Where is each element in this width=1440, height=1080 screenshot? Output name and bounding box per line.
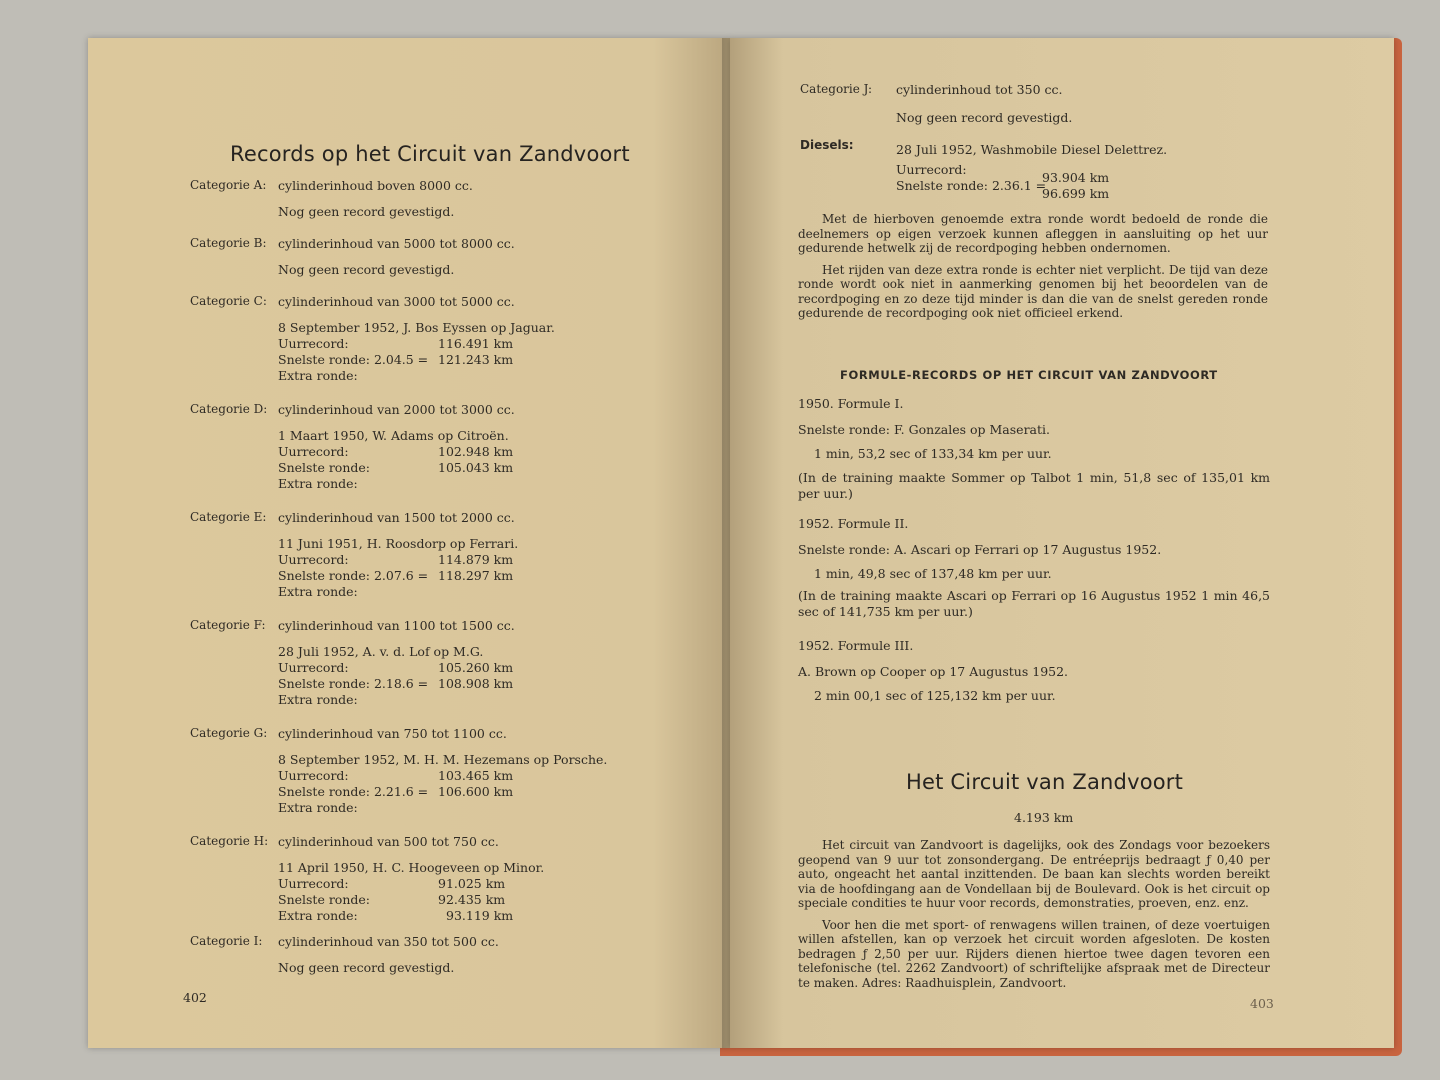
category-label: Categorie G:	[190, 726, 268, 740]
diesels-label: Diesels:	[800, 138, 854, 152]
snelste-label: Snelste ronde: 2.18.6 =	[278, 676, 429, 691]
category-desc: cylinderinhoud van 1100 tot 1500 cc.	[278, 618, 515, 633]
snelste-value: 121.243 km	[438, 352, 514, 367]
extra-label: Extra ronde:	[278, 908, 358, 923]
diesels-uurrecord-label: Uurrecord:	[896, 162, 967, 177]
formule-3-line: A. Brown op Cooper op 17 Augustus 1952.	[798, 664, 1069, 679]
formule-1-note: (In de training maakte Sommer op Talbot 1 min, 51,8 sec of 135,01 km per uur.)	[798, 470, 1270, 501]
category-record: 1 Maart 1950, W. Adams op Citroën.	[278, 428, 509, 443]
snelste-label: Snelste ronde: 2.04.5 =	[278, 352, 429, 367]
snelste-value: 108.908 km	[438, 676, 514, 691]
paragraph: Het circuit van Zandvoort is dagelijks, ook des Zondags voor bezoekers geopend van 9 uur tot zonsondergang. De entréeprijs bedraagt ƒ 0,40 per auto, ongeacht het aantal inzittenden. De baan kan slechts worden bereikt via de hoofdingang aan de Vondellaan bij de Boulevard. Ook is het circuit op speciale condities te huur voor records, demonstraties, proeven, enz. enz.	[798, 838, 1270, 910]
extra-label: Extra ronde:	[278, 692, 358, 707]
category-desc: cylinderinhoud van 500 tot 750 cc.	[278, 834, 499, 849]
category-label: Categorie D:	[190, 402, 268, 416]
snelste-value: 105.043 km	[438, 460, 514, 475]
snelste-label: Snelste ronde:	[278, 460, 370, 475]
circuit-info-text	[798, 838, 1270, 997]
diesels-snelste-value: 96.699 km	[1042, 186, 1110, 201]
category-note: Nog geen record gevestigd.	[278, 262, 455, 277]
category-desc: cylinderinhoud van 350 tot 500 cc.	[278, 934, 499, 949]
formule-3-time: 2 min 00,1 sec of 125,132 km per uur.	[814, 688, 1056, 703]
uurrecord-value: 91.025 km	[438, 876, 506, 891]
formule-1-line: Snelste ronde: F. Gonzales op Maserati.	[798, 422, 1050, 437]
diesels-uurrecord-value: 93.904 km	[1042, 170, 1110, 185]
circuit-title: Het Circuit van Zandvoort	[906, 770, 1184, 794]
extra-label: Extra ronde:	[278, 476, 358, 491]
uurrecord-label: Uurrecord:	[278, 876, 349, 891]
formule-heading: FORMULE-RECORDS OP HET CIRCUIT VAN ZANDVOORT	[840, 368, 1218, 382]
category-label: Categorie A:	[190, 178, 267, 192]
uurrecord-value: 114.879 km	[438, 552, 514, 567]
snelste-value: 92.435 km	[438, 892, 506, 907]
category-j-note: Nog geen record gevestigd.	[896, 110, 1073, 125]
extra-value: 93.119 km	[446, 908, 514, 923]
category-note: Nog geen record gevestigd.	[278, 960, 455, 975]
extra-label: Extra ronde:	[278, 368, 358, 383]
category-j-desc: cylinderinhoud tot 350 cc.	[896, 82, 1063, 97]
category-label: Categorie E:	[190, 510, 267, 524]
uurrecord-value: 116.491 km	[438, 336, 514, 351]
page-title: Records op het Circuit van Zandvoort	[230, 142, 630, 166]
category-desc: cylinderinhoud van 3000 tot 5000 cc.	[278, 294, 515, 309]
category-record: 11 April 1950, H. C. Hoogeveen op Minor.	[278, 860, 545, 875]
snelste-label: Snelste ronde: 2.07.6 =	[278, 568, 429, 583]
extra-label: Extra ronde:	[278, 584, 358, 599]
category-label: Categorie C:	[190, 294, 267, 308]
uurrecord-value: 103.465 km	[438, 768, 514, 783]
category-label: Categorie F:	[190, 618, 266, 632]
category-desc: cylinderinhoud van 5000 tot 8000 cc.	[278, 236, 515, 251]
paragraph: Met de hierboven genoemde extra ronde wordt bedoeld de ronde die deelnemers op eigen verzoek kunnen afleggen in aansluiting op het uur gedurende hetwelk zij de recordpoging hebben ondernomen.	[798, 212, 1268, 255]
uurrecord-value: 102.948 km	[438, 444, 514, 459]
extra-label: Extra ronde:	[278, 800, 358, 815]
formule-2-time: 1 min, 49,8 sec of 137,48 km per uur.	[814, 566, 1052, 581]
category-note: Nog geen record gevestigd.	[278, 204, 455, 219]
snelste-value: 106.600 km	[438, 784, 514, 799]
formule-2-head: 1952. Formule II.	[798, 516, 909, 531]
right-page	[730, 38, 1394, 1048]
category-j-label: Categorie J:	[800, 82, 873, 96]
uurrecord-label: Uurrecord:	[278, 336, 349, 351]
formule-1-head: 1950. Formule I.	[798, 396, 904, 411]
category-label: Categorie B:	[190, 236, 267, 250]
uurrecord-label: Uurrecord:	[278, 660, 349, 675]
paragraph: Het rijden van deze extra ronde is echter niet verplicht. De tijd van deze ronde wordt ook niet in aanmerking genomen bij het beoordelen van de recordpoging en zo deze tijd minder is dan die van de snelst gereden ronde gedurende de recordpoging ook niet officieel erkend.	[798, 262, 1268, 320]
category-record: 11 Juni 1951, H. Roosdorp op Ferrari.	[278, 536, 519, 551]
snelste-label: Snelste ronde: 2.21.6 =	[278, 784, 429, 799]
explanation-text	[798, 212, 1268, 328]
snelste-value: 118.297 km	[438, 568, 514, 583]
diesels-record: 28 Juli 1952, Washmobile Diesel Delettrez.	[896, 142, 1168, 157]
circuit-length: 4.193 km	[1014, 810, 1074, 825]
paragraph: Voor hen die met sport- of renwagens willen trainen, of deze voertuigen willen afstellen, kan op verzoek het circuit worden afgesloten. De kosten bedragen ƒ 2,50 per uur. Rijders dienen hiertoe twee dagen tevoren een telefonische (tel. 2262 Zandvoort) of schriftelijke afspraak met de Directeur te maken. Adres: Raadhuisplein, Zandvoort.	[798, 917, 1270, 990]
left-page	[88, 38, 730, 1048]
category-record: 8 September 1952, J. Bos Eyssen op Jaguar.	[278, 320, 555, 335]
category-label: Categorie H:	[190, 834, 269, 848]
category-record: 28 Juli 1952, A. v. d. Lof op M.G.	[278, 644, 484, 659]
snelste-label: Snelste ronde:	[278, 892, 370, 907]
category-desc: cylinderinhoud van 750 tot 1100 cc.	[278, 726, 507, 741]
uurrecord-value: 105.260 km	[438, 660, 514, 675]
uurrecord-label: Uurrecord:	[278, 768, 349, 783]
formule-2-note: (In de training maakte Ascari op Ferrari op 16 Augustus 1952 1 min 46,5 sec of 141,735 km per uur.)	[798, 588, 1270, 619]
category-desc: cylinderinhoud van 2000 tot 3000 cc.	[278, 402, 515, 417]
diesels-snelste-label: Snelste ronde: 2.36.1 =	[896, 178, 1047, 193]
category-desc: cylinderinhoud boven 8000 cc.	[278, 178, 473, 193]
uurrecord-label: Uurrecord:	[278, 444, 349, 459]
page-number: 403	[1250, 996, 1274, 1011]
formule-3-head: 1952. Formule III.	[798, 638, 914, 653]
category-record: 8 September 1952, M. H. M. Hezemans op Porsche.	[278, 752, 608, 767]
uurrecord-label: Uurrecord:	[278, 552, 349, 567]
formule-1-time: 1 min, 53,2 sec of 133,34 km per uur.	[814, 446, 1052, 461]
category-label: Categorie I:	[190, 934, 263, 948]
formule-2-line: Snelste ronde: A. Ascari op Ferrari op 17 Augustus 1952.	[798, 542, 1162, 557]
page-number: 402	[183, 990, 207, 1005]
category-desc: cylinderinhoud van 1500 tot 2000 cc.	[278, 510, 515, 525]
